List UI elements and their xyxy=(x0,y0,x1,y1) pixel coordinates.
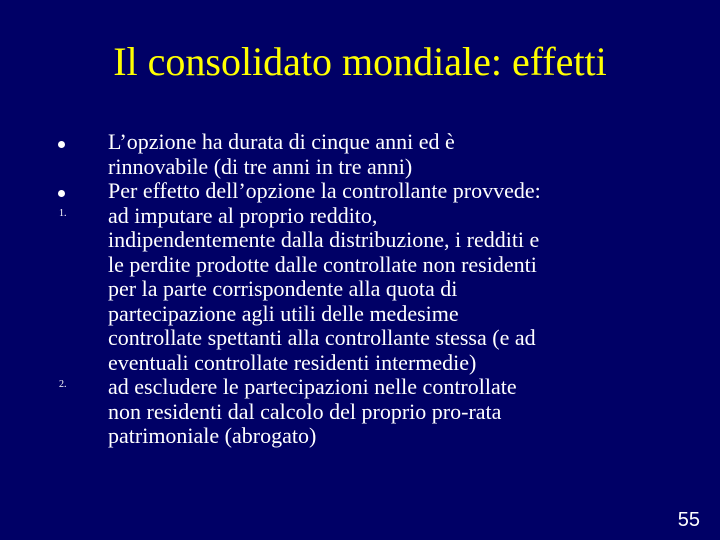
text-line: Per effetto dell’opzione la controllante provvede: xyxy=(108,178,541,203)
numbered-text xyxy=(108,204,652,376)
page-number: 55 xyxy=(677,509,700,531)
bullet-marker xyxy=(52,179,108,204)
text-line: patrimoniale (abrogato) xyxy=(108,423,317,448)
item-number: 2. xyxy=(59,379,67,390)
number-marker xyxy=(52,204,108,229)
bullet-item xyxy=(52,179,652,204)
bullet-marker xyxy=(52,130,108,155)
numbered-item xyxy=(52,204,652,376)
text-line: non residenti dal calcolo del proprio pro-rata xyxy=(108,398,502,424)
text-line: ad imputare al proprio reddito, xyxy=(108,202,378,228)
text-line: le perdite prodotte dalle controllate non residenti xyxy=(108,251,537,277)
text-line: partecipazione agli utili delle medesime xyxy=(108,300,459,326)
text-line: eventuali controllate residenti intermedie) xyxy=(108,349,477,375)
text-line: ad escludere le partecipazioni nelle controllate xyxy=(108,374,517,399)
number-marker xyxy=(52,375,108,400)
slide-body xyxy=(52,130,652,449)
bullet-item xyxy=(52,130,652,179)
text-line: L’opzione ha durata di cinque anni ed è xyxy=(108,129,455,154)
bullet-text xyxy=(108,130,652,179)
numbered-text xyxy=(108,375,652,449)
slide-title: Il consolidato mondiale: effetti xyxy=(113,39,607,84)
text-line: indipendentemente dalla distribuzione, i redditi e xyxy=(108,227,540,252)
bullet-dot-icon xyxy=(58,190,65,197)
numbered-item xyxy=(52,375,652,449)
text-line: per la parte corrispondente alla quota di xyxy=(108,276,458,301)
item-number: 1. xyxy=(59,207,67,219)
bullet-dot-icon xyxy=(58,141,65,148)
text-line: controllate spettanti alla controllante stessa (e ad xyxy=(108,325,536,350)
bullet-text xyxy=(108,179,652,204)
text-line: rinnovabile (di tre anni in tre anni) xyxy=(108,153,413,179)
